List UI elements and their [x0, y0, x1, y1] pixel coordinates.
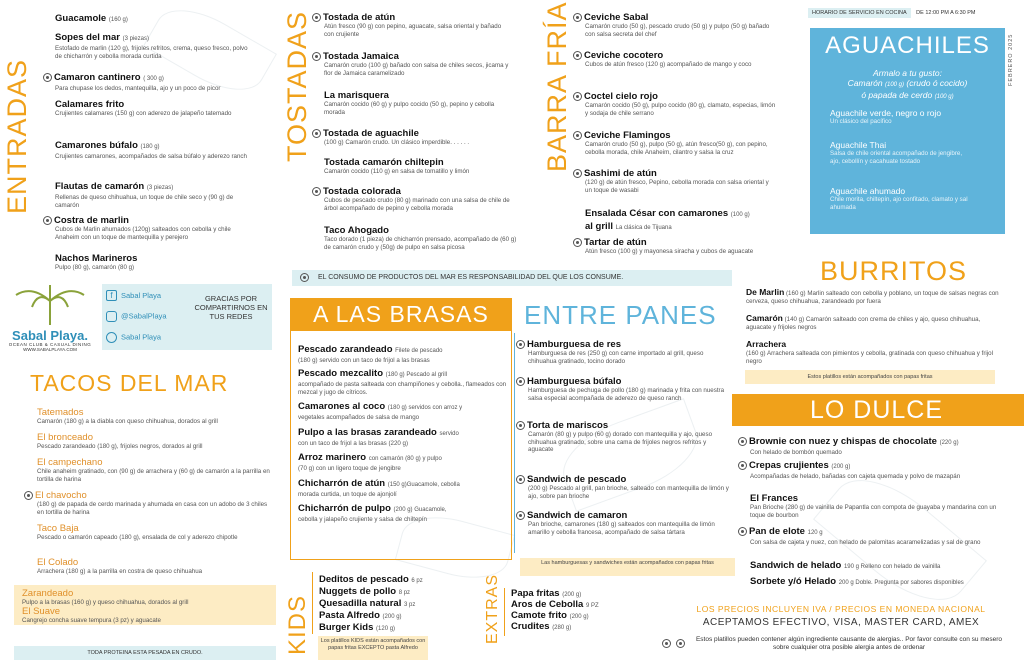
logo: Sabal Playa. OCEAN CLUB & CASUAL DINING WWW.SABALPLAYA.COM — [2, 283, 98, 353]
menu-item: Camaron cantinero ( 300 g) Para chupase los dedos, mantequilla, ajo y un poco de picor — [43, 72, 253, 93]
menu-item: Tostada de atún Atún fresco (90 g) con pepino, aguacate, salsa oriental y bañado con crujiente — [312, 12, 512, 38]
palm-tree-icon — [2, 283, 98, 325]
menu-item: Arrachera (160 g) Arrachera salteada con pimientos y cebolla, gratinada con queso chihuahua y frijol negro — [746, 339, 993, 365]
seafood-icon — [300, 273, 309, 282]
menu-item: El chavocho (180 g) de papada de cerdo marinada y ahumada en casa con un adobo de 3 chiles en tortilla de harina — [24, 490, 274, 516]
seafood-icon — [573, 131, 582, 140]
menu-item: Sorbete y/ó Helado 200 g Doble. Pregunta por sabores disponibles — [750, 576, 964, 587]
precios-text: LOS PRECIOS INCLUYEN IVA / PRECIOS EN MONEDA NACIONAL — [696, 604, 986, 614]
aceptamos-text: ACEPTAMOS EFECTIVO, VISA, MASTER CARD, AMEX — [702, 617, 980, 628]
menu-item: Taco Ahogado Taco dorado (1 pieza) de chicharrón prensado, acompañado de (60 g) de camarón crudo y (50g) de pulpo en salsa picosa — [324, 225, 517, 251]
section-title-burritos: BURRITOS — [820, 256, 968, 286]
menu-item: Pulpo a las brasas zarandeado servido con un taco de frijol a las brasas (220 g) — [298, 427, 459, 447]
menu-item: Aguachile verde, negro o rojo Un clásico del pacífico — [830, 108, 942, 125]
seafood-icon — [43, 73, 52, 82]
dessert-icon — [738, 437, 747, 446]
menu-item: Sandwich de helado 190 g Relleno con helado de vainilla — [750, 560, 941, 571]
menu-item: Pasta Alfredo (200 g) — [319, 610, 402, 621]
instagram-icon — [106, 311, 117, 322]
menu-item: Zarandeado Pulpo a la brasas (160 g) y queso chihuahua, dorados al grill — [22, 588, 189, 606]
menu-item: Pescado mezcalito (180 g) Pescado al grill acompañado de pasta salteada con champiñones y cebolla., flameados con mezcal y jugo de cítricos. — [298, 368, 507, 396]
alergia-note: Estos platillos pueden contener algún ingrediente causante de alergias.. Por favor consulte con su mesero sobre cualquier otra posible alergia antes de ordenar — [656, 636, 1006, 652]
menu-item: Aguachile Thai Salsa de chile oriental acompañado de jengibre, ajo, cebollín y cacahuate tostado — [830, 140, 963, 165]
menu-item: Tostada de aguachile (100 g) Camarón crudo. Un clásico imperdible. . . . . . — [312, 128, 512, 147]
menu-item: Tartar de atún Atún fresco (100 g) y mayonesa siracha y cubos de aguacate — [573, 237, 788, 256]
menu-item: Hamburguesa búfalo Hamburguesa de pechuga de pollo (180 g) marinada y frita con nuestra salsa especial acompañada de aderezo de queso ranch — [516, 376, 731, 402]
section-title-entradas: ENTRADAS — [2, 58, 32, 214]
menu-item: El Suave Cangrejo concha suave tempura (3 pz) y aguacate — [22, 606, 161, 624]
tacos-extra-box — [14, 585, 276, 625]
seafood-icon — [516, 377, 525, 386]
seafood-icon — [312, 13, 321, 22]
consumo-banner: EL CONSUMO DE PRODUCTOS DEL MAR ES RESPONSABILIDAD DEL QUE LOS CONSUME. — [292, 270, 732, 286]
tripadvisor-link[interactable]: Sabal Playa — [106, 332, 161, 343]
seafood-icon — [573, 13, 582, 22]
seafood-icon — [573, 51, 582, 60]
section-title-tacos: TACOS DEL MAR — [30, 370, 229, 396]
menu-item: Aguachile ahumado Chile morita, chiltepín, ajo confitado, clamato y sal ahumada — [830, 186, 968, 211]
section-title-entre-panes: ENTRE PANES — [524, 300, 717, 330]
menu-item: Crudites (280 g) — [511, 621, 572, 632]
menu-item: Aros de Cebolla 9 PZ — [511, 599, 599, 610]
menu-item: Tostada camarón chiltepin Camarón cocido (110 g) en salsa de tomatillo y limón — [324, 157, 470, 175]
menu-item: La marisquera Camarón cocido (60 g) y pulpo cocido (50 g), pepino y cebolla morada — [324, 90, 495, 116]
menu-item: Costra de marlin Cubos de Marlin ahumados (120g) salteados con cebolla y chile Anaheim con un toque de mantequilla y perejero — [43, 215, 253, 241]
menu-item: El campechano Chile anaheim gratinado, con (90 g) de arrachera y (60 g) de camarón a la parrilla en tortilla de harina — [37, 457, 270, 483]
seafood-icon — [24, 491, 33, 500]
seafood-icon — [312, 129, 321, 138]
menu-item: Brownie con nuez y chispas de chocolate (220 g) Con helado de bombón quemado — [738, 436, 1008, 457]
proteina-note: TODA PROTEINA ESTA PESADA EN CRUDO. — [14, 646, 276, 660]
menu-item: Nuggets de pollo 8 pz — [319, 586, 411, 597]
seafood-icon — [516, 511, 525, 520]
horario: HORARIO DE SERVICIO EN COCINA DE 12:00 PM A 6:30 PM — [808, 8, 1008, 18]
dessert-icon — [738, 527, 747, 536]
menu-item: Taco Baja Pescado o camarón capeado (180 g), ensalada de col y aderezo chipotle — [37, 523, 238, 541]
menu-item: Sandwich de camaron Pan brioche, camarones (180 g) salteados con mantequilla de limón amarillo y cebolla francesa, acompañado de salsa tártara — [516, 510, 731, 536]
seafood-icon — [516, 421, 525, 430]
menu-item: Arroz marinero con camarón (80 g) y pulpo (70 g) con un ligero toque de jengibre — [298, 452, 442, 472]
aguachiles-box: AGUACHILES Armalo a tu gusto: Camarón (100 g) (crudo ó cocido) ó papada de cerdo (100 g) Aguachile verde, negro o rojo Un clásico del pacífico Aguachile Thai Salsa de chile oriental acompañado de jengibre, ajo, cebollín y cacahuate tostado Aguachile ahumado Chile morita, chiltepín, ajo confitado, clamato y sal ahumada — [810, 28, 1005, 234]
menu-item: Pan de elote 120 g Con salsa de cajeta y nuez, con helado de palomitas acaramelizadas y sal de grano — [738, 526, 1008, 547]
section-title-extras: EXTRAS — [484, 573, 501, 644]
menu-item: Ceviche Flamingos Camarón crudo (50 g), pulpo (50 g), atún fresco(50 g), con pepino, cebolla morada, chile Anaheim, cilantro y salsa la cruz — [573, 130, 783, 156]
menu-item: El bronceado Pescado zarandeado (180 g), frijoles negros, dorados al grill — [37, 432, 203, 450]
menu-item: Ceviche Sabal Camarón crudo (50 g), pescado crudo (50 g) y pulpo (50 g) bañado con salsa secreta del chef — [573, 12, 773, 38]
menu-item: Chicharrón de pulpo (200 g) Guacamole, cebolla y jalapeño crujiente y salsa de chiltepín — [298, 503, 447, 523]
menu-item: Camarones búfalo (180 g) Crujientes camarones, acompañados de salsa búfalo y aderezo ranch — [55, 140, 247, 160]
seafood-icon — [573, 238, 582, 247]
tripadvisor-icon — [106, 332, 117, 343]
allergy-icon — [676, 639, 685, 648]
menu-item: Crepas crujientes (200 g) Acompañadas de helado, bañadas con cajeta quemada y polvo de mazapán — [738, 460, 1008, 481]
section-title-kids: KIDS — [284, 594, 311, 655]
menu-item: Burger Kids (120 g) — [319, 622, 396, 633]
seafood-icon — [312, 52, 321, 61]
menu-item: Tostada colorada Cubos de pescado crudo (80 g) marinado con una salsa de chile de árbol acompañado de pepino y cebolla morada — [312, 186, 517, 212]
seafood-icon — [516, 475, 525, 484]
menu-item: Tostada Jamaica Camarón crudo (100 g) bañado con salsa de chiles secos, jicama y flor de Jamaica caramelizado — [312, 51, 517, 77]
panes-note: Las hamburguesas y sandwiches están acompañados con papas fritas — [520, 558, 735, 576]
menu-item: Camarón (140 g) Camarón salteado con crema de chiles y ajo, queso chihuahua, aguacate y frijoles negros — [746, 313, 981, 331]
menu-item: Nachos Marineros Pulpo (80 g), camarón (80 g) — [55, 253, 138, 271]
menu-item: Deditos de pescado 6 pz — [319, 574, 423, 585]
seafood-icon — [662, 639, 671, 648]
seafood-icon — [312, 187, 321, 196]
menu-item: El Frances Pan Brioche (280 g) de vainilla de Papantla con compota de guayaba y mandarina con un toque de bourbon — [750, 493, 997, 519]
menu-item: Ensalada César con camarones (100 g) al grill La clásica de Tijuana — [585, 208, 750, 232]
date-label: FEBRERO 2025 — [1008, 33, 1014, 86]
menu-item: Tatemados Camarón (180 g) a la diabla con queso chihuahua, dorados al grill — [37, 407, 218, 425]
seafood-icon — [516, 340, 525, 349]
menu-item: Camarones al coco (180 g) servidos con arroz y vegetales acompañados de salsa de mango — [298, 401, 463, 421]
dessert-icon — [738, 461, 747, 470]
social-box: f Sabal Playa @SabalPlaya Sabal Playa GRACIAS POR COMPARTIRNOS EN TUS REDES — [102, 284, 272, 350]
menu-item: El Colado Arrachera (180 g) a la parrilla en costra de queso chihuahua — [37, 557, 203, 575]
menu-item: Sandwich de pescado (200 g) Pescado al grill, pan brioche, salteado con mantequilla de limón y ajo, sobre pan brioche — [516, 474, 731, 500]
facebook-icon: f — [106, 290, 117, 301]
menu-item: Guacamole (160 g) — [55, 13, 128, 24]
menu-item: Sopes del mar (3 piezas) Estofado de marlin (120 g), frijoles refritos, crema, queso fresco, polvo de chicharrón y cebolla morada curtida — [55, 32, 248, 60]
menu-item: Chicharrón de atún (150 g)Guacamole, cebolla morada curtida, un toque de ajonjolí — [298, 478, 460, 498]
seafood-icon — [43, 216, 52, 225]
section-title-dulce: LO DULCE — [732, 394, 1024, 426]
menu-item: Torta de mariscos Camarón (80 g) y pulpo (60 g) dorado con mantequilla y ajo, queso chihuahua gratinado, sobre una cama de frijoles negros refritos y aguacate — [516, 420, 731, 454]
menu-item: Papa fritas (200 g) — [511, 588, 582, 599]
section-title-barra-fria: BARRA FRÍA — [542, 1, 572, 172]
facebook-link[interactable]: f Sabal Playa — [106, 290, 161, 301]
kids-note: Los platillos KIDS están acompañados con papas fritas EXCEPTO pasta Alfredo — [318, 636, 428, 660]
menu-item: Ceviche cocotero Cubos de atún fresco (120 g) acompañado de mango y coco — [573, 50, 773, 69]
seafood-icon — [573, 92, 582, 101]
seafood-icon — [573, 169, 582, 178]
menu-item: Pescado zarandeado Filete de pescado (180 g) servido con un taco de frijol a las brasas — [298, 344, 443, 364]
menu-item: Coctel cielo rojo Camarón cocido (50 g), pulpo cocido (80 g), clamato, especias, limón y sodaja de chile serrano — [573, 91, 778, 117]
aguachiles-subtitle: Armalo a tu gusto: Camarón (100 g) (crudo ó cocido) ó papada de cerdo (100 g) — [847, 68, 968, 100]
menu-item: Quesadilla natural 3 pz — [319, 598, 416, 609]
menu-item: Sashimi de atún (120 g) de atún fresco, Pepino, cebolla morada con salsa oriental y un toque de wasabi — [573, 168, 773, 194]
menu-item: De Marlin (160 g) Marlin salteado con cebolla y poblano, un toque de salsas negras con cerveza, queso chihuahua, zarandeado por fuera — [746, 287, 999, 305]
menu-item: Calamares frito Crujientes calamares (150 g) con aderezo de jalapeño tatemado — [55, 99, 232, 117]
menu-item: Hamburguesa de res Hamburguesa de res (250 g) con carne importado al grill, queso chihuahua gratinado, tocino dorado — [516, 339, 731, 365]
menu-item: Flautas de camarón (3 piezas) Rellenas de queso chihuahua, un toque de chile seco y (90 g) de camarón — [55, 181, 234, 209]
section-title-tostadas: TOSTADAS — [282, 10, 312, 162]
menu-item: Camote frito (200 g) — [511, 610, 589, 621]
section-title-brasas: A LAS BRASAS — [290, 298, 512, 330]
extras-list — [504, 588, 614, 636]
instagram-link[interactable]: @SabalPlaya — [106, 311, 167, 322]
kids-list — [312, 572, 423, 634]
burritos-note: Estos platillos están acompañados con papas fritas — [745, 370, 995, 384]
